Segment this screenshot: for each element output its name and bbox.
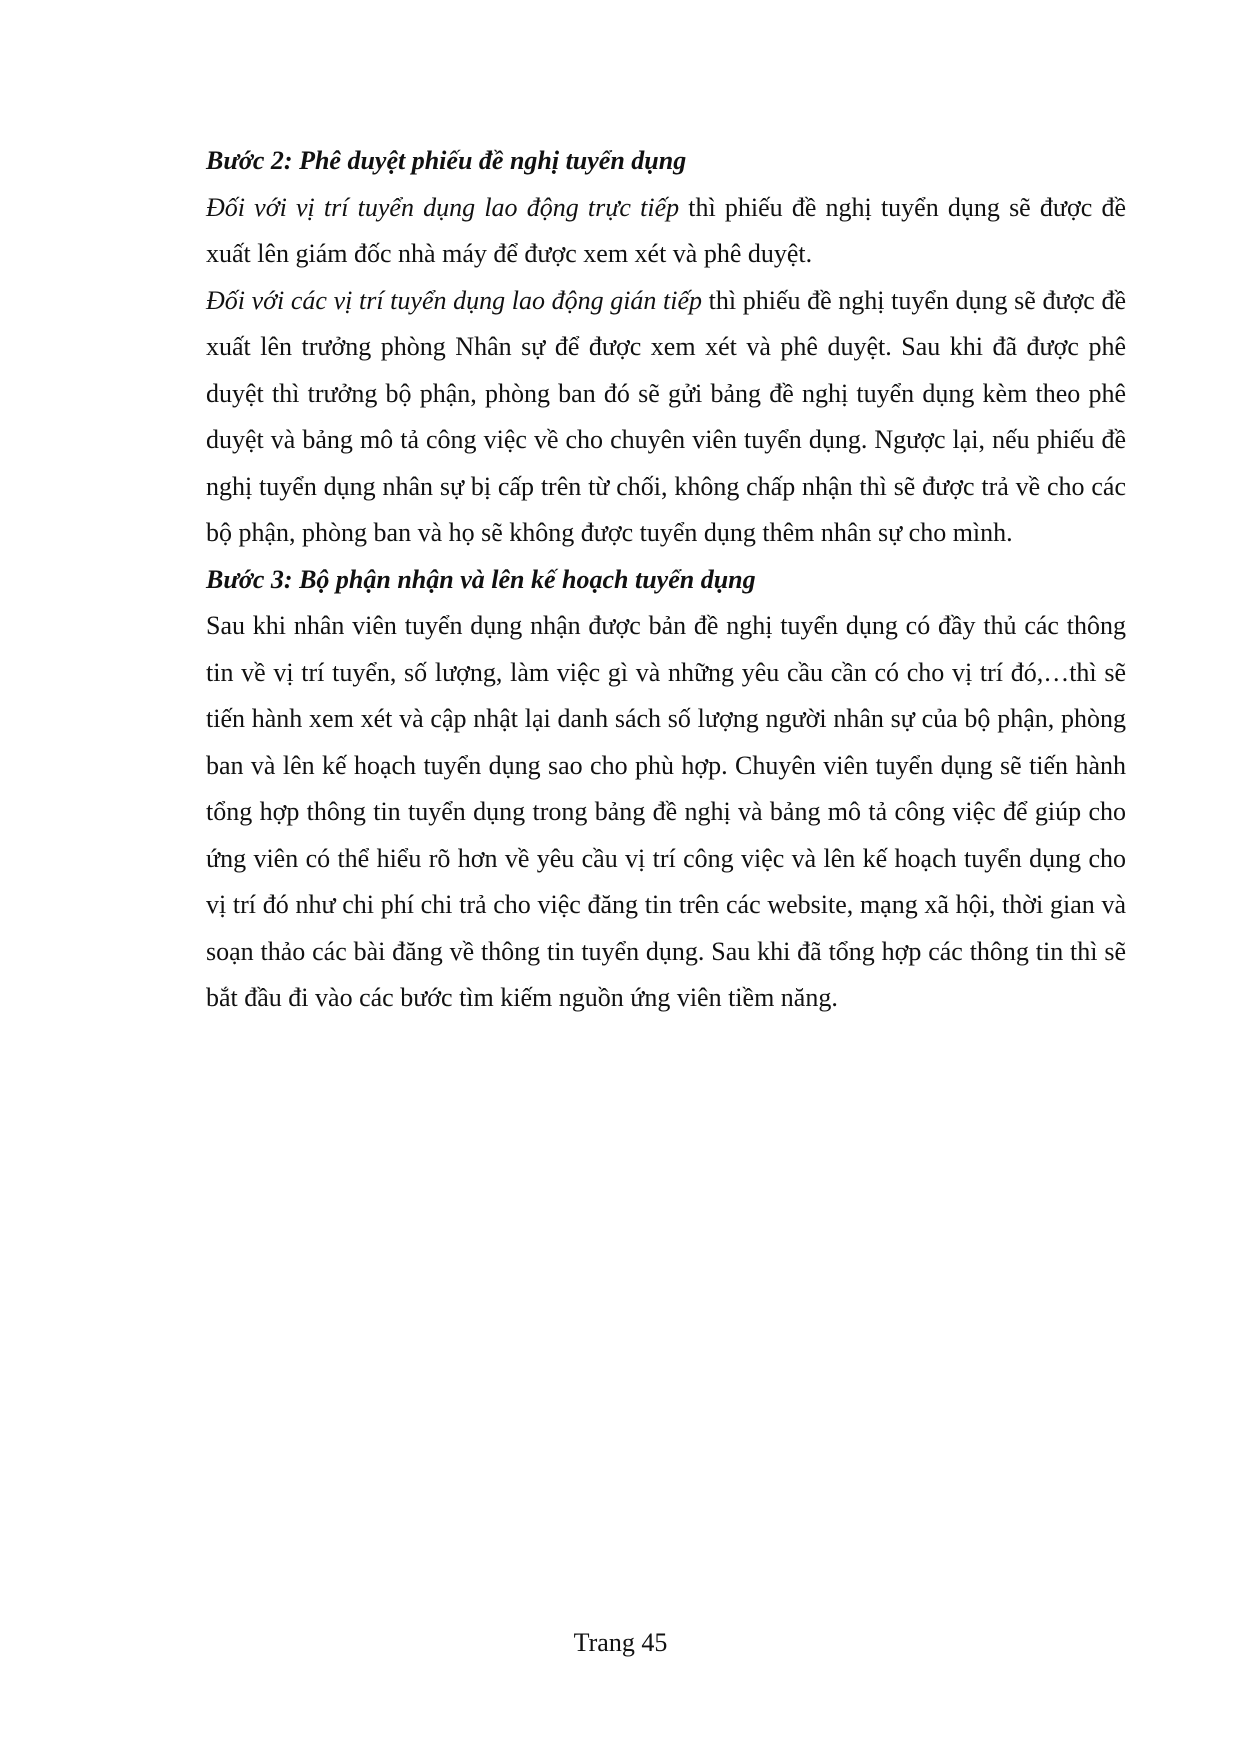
step2-paragraph-indirect-labor [206,278,1126,557]
document-body [206,138,1126,1022]
step2-paragraph-direct-labor-body: thì phiếu đề nghị tuyển dụng sẽ được đề xuất lên giám đốc nhà máy để được xem xét và phê duyệt. [206,192,1126,268]
page-number: Trang 45 [573,1628,668,1657]
step3-paragraph: Sau khi nhân viên tuyển dụng nhận được bản đề nghị tuyển dụng có đầy thủ các thông tin về vị trí tuyển, số lượng, làm việc gì và những yêu cầu cần có cho vị trí đó,…thì sẽ tiến hành xem xét và cập nhật lại danh sách số lượng người nhân sự của bộ phận, phòng ban và lên kế hoạch tuyển dụng sao cho phù hợp. Chuyên viên tuyển dụng sẽ tiến hành tổng hợp thông tin tuyển dụng trong bảng đề nghị và bảng mô tả công việc để giúp cho ứng viên có thể hiểu rõ hơn về yêu cầu vị trí công việc và lên kế hoạch tuyển dụng cho vị trí đó như chi phí chi trả cho việc đăng tin trên các website, mạng xã hội, thời gian và soạn thảo các bài đăng về thông tin tuyển dụng. Sau khi đã tổng hợp các thông tin thì sẽ bắt đầu đi vào các bước tìm kiếm nguồn ứng viên tiềm năng. [206,611,1126,1012]
step3-heading: Bước 3: Bộ phận nhận và lên kế hoạch tuyển dụng [206,564,756,594]
step2-paragraph-indirect-labor-lead: Đối với các vị trí tuyển dụng lao động gián tiếp [206,285,703,315]
step2-paragraph-indirect-labor-body: thì phiếu đề nghị tuyển dụng sẽ được đề xuất lên trưởng phòng Nhân sự để được xem xét và phê duyệt. Sau khi đã được phê duyệt thì trưởng bộ phận, phòng ban đó sẽ gửi bảng đề nghị tuyển dụng kèm theo phê duyệt và bảng mô tả công việc về cho chuyên viên tuyển dụng. Ngược lại, nếu phiếu đề nghị tuyển dụng nhân sự bị cấp trên từ chối, không chấp nhận thì sẽ được trả về cho các bộ phận, phòng ban và họ sẽ không được tuyển dụng thêm nhân sự cho mình. [206,285,1126,547]
step2-paragraph-direct-labor [206,185,1126,278]
step2-paragraph-direct-labor-lead: Đối với vị trí tuyển dụng lao động trực tiếp [206,192,680,222]
step2-heading: Bước 2: Phê duyệt phiếu đề nghị tuyển dụng [206,146,687,175]
